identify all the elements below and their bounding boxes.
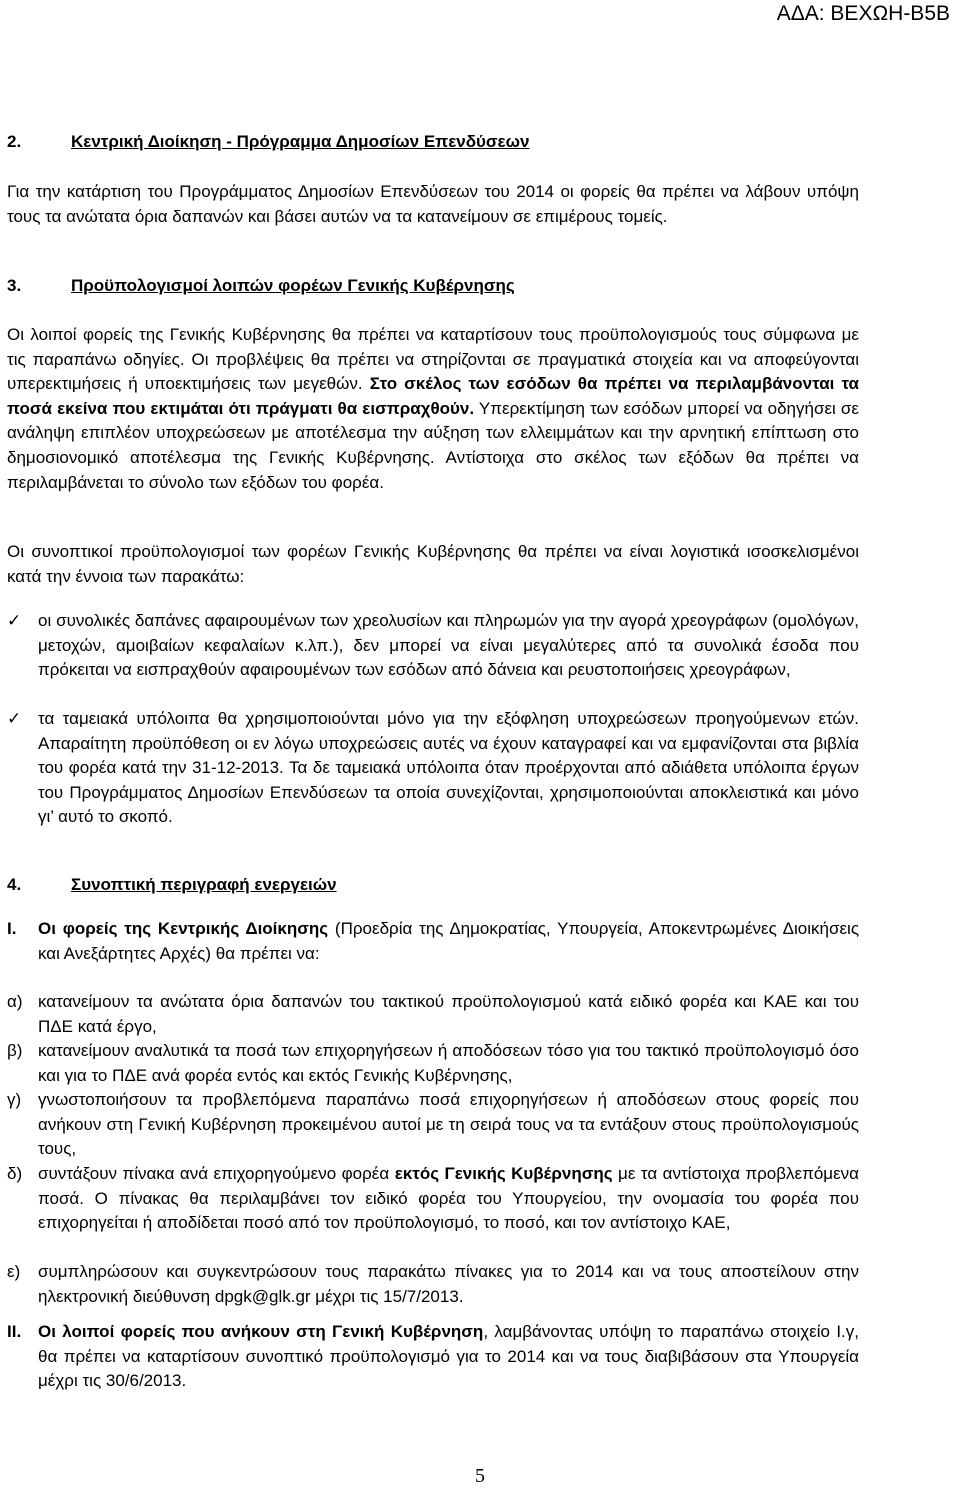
item-gamma-marker: γ) bbox=[7, 1090, 22, 1109]
item-delta-text bbox=[38, 1162, 859, 1236]
check-item-2 bbox=[7, 707, 859, 830]
section-3-title: Προϋπολογισμοί λοιπών φορέων Γενικής Κυβέρνησης bbox=[71, 276, 515, 295]
item-II bbox=[7, 1320, 859, 1394]
p1-part-a: Οι λοιποί φορείς της Γενικής Κυβέρνησης θα πρέπει να καταρτίσουν τους προϋπολογισμούς τους σύμφωνα με τις παραπάνω οδηγίες. Οι προβλέψεις θα πρέπει να στηρίζονται σε πραγματικά στοιχεία και να αποφεύγονται υπερεκτιμήσεις ή υποεκτιμήσεις των μεγεθών. bbox=[7, 325, 859, 394]
item-gamma bbox=[7, 1088, 859, 1162]
section-3-paragraph-1 bbox=[7, 323, 859, 495]
item-II-text bbox=[38, 1320, 859, 1394]
item-beta-marker: β) bbox=[7, 1041, 23, 1060]
item-I-marker: I. bbox=[7, 919, 17, 938]
item-epsilon-marker: ε) bbox=[7, 1262, 21, 1281]
section-2-heading bbox=[7, 130, 859, 155]
p1-bold-part: Στο σκέλος των εσόδων θα πρέπει να περιλαμβάνονται τα ποσά εκείνα που εκτιμάται ότι πράγματι θα εισπραχθούν. bbox=[7, 374, 860, 418]
section-2-title: Κεντρική Διοίκηση - Πρόγραμμα Δημοσίων Επενδύσεων bbox=[71, 132, 530, 151]
item-alpha bbox=[7, 990, 859, 1039]
check-icon: ✓ bbox=[7, 709, 22, 728]
item-alpha-text: κατανείμουν τα ανώτατα όρια δαπανών του τακτικού προϋπολογισμού κατά ειδικό φορέα και ΚΑΕ και του ΠΔΕ κατά έργο, bbox=[38, 992, 859, 1036]
section-4-title: Συνοπτική περιγραφή ενεργειών bbox=[71, 875, 337, 894]
item-delta-part-b: με τα αντίστοιχα προβλεπόμενα ποσά. Ο πίνακας θα περιλαμβάνει τον ειδικό φορέα του Υπουργείου, την ονομασία του φορέα που επιχορηγείται ή αποδίδεται ποσό από τον προϋπολογισμό, το ποσό, και τον αντίστοιχο ΚΑΕ, bbox=[38, 1164, 860, 1233]
item-alpha-marker: α) bbox=[7, 992, 23, 1011]
section-2-number: 2. bbox=[7, 132, 22, 151]
section-4-heading bbox=[7, 873, 859, 898]
item-II-marker: II. bbox=[7, 1322, 22, 1341]
item-delta bbox=[7, 1162, 859, 1236]
section-2-paragraph: Για την κατάρτιση του Προγράμματος Δημοσίων Επενδύσεων του 2014 οι φορείς θα πρέπει να λάβουν υπόψη τους τα ανώτατα όρια δαπανών και βάσει αυτών να τα κατανείμουν σε επιμέρους τομείς. bbox=[7, 182, 859, 226]
item-delta-marker: δ) bbox=[7, 1164, 23, 1183]
item-beta bbox=[7, 1039, 859, 1088]
item-I-rest: (Προεδρία της Δημοκρατίας, Υπουργεία, Αποκεντρωμένες Διοικήσεις και Ανεξάρτητες Αρχές) θα πρέπει να: bbox=[38, 919, 860, 963]
check-item-1-text: οι συνολικές δαπάνες αφαιρουμένων των χρεολυσίων και πληρωμών για την αγορά χρεογράφων (ομολόγων, μετοχών, αμοιβαίων κεφαλαίων κ.λπ.), δεν μπορεί να είναι μεγαλύτερες από τα συνολικά έσοδα που πρόκειται να εισπραχθούν αφαιρουμένων των εσόδων από δάνεια και ρευστοποιήσεις χρεογράφων, bbox=[38, 611, 859, 680]
item-beta-text: κατανείμουν αναλυτικά τα ποσά των επιχορηγήσεων ή αποδόσεων τόσο για του τακτικό προϋπολογισμό όσο και για το ΠΔΕ ανά φορέα εντός και εκτός Γενικής Κυβέρνησης, bbox=[38, 1041, 859, 1085]
item-I-bold: Οι φορείς της Κεντρικής Διοίκησης bbox=[38, 919, 329, 938]
item-delta-bold: εκτός Γενικής Κυβέρνησης bbox=[394, 1164, 613, 1183]
p1-part-c: Υπερεκτίμηση των εσόδων μπορεί να οδηγήσει σε ανάληψη επιπλέον υποχρεώσεων με αποτέλεσμα την αύξηση των ελλειμμάτων και την αρνητική επίπτωση στο δημοσιονομικό αποτέλεσμα της Γενικής Κυβέρνησης. Αντίστοιχα στο σκέλος των εξόδων θα πρέπει να περιλαμβάνεται το σύνολο των εξόδων του φορέα. bbox=[7, 398, 859, 492]
item-II-rest: , λαμβάνοντας υπόψη το παραπάνω στοιχείο I.γ, θα πρέπει να καταρτίσουν συνοπτικό προϋπολογισμό για το 2014 και να τους διαβιβάσουν στα Υπουργεία μέχρι τις 30/6/2013. bbox=[38, 1322, 859, 1391]
page-number: 5 bbox=[475, 1465, 485, 1487]
item-II-bold: Οι λοιποί φορείς που ανήκουν στη Γενική Κυβέρνηση bbox=[38, 1322, 484, 1341]
item-I bbox=[7, 917, 859, 966]
section-3-heading bbox=[7, 274, 859, 299]
item-delta-part-a: συντάξουν πίνακα ανά επιχορηγούμενο φορέα bbox=[38, 1164, 395, 1183]
check-item-2-text: τα ταμειακά υπόλοιπα θα χρησιμοποιούνται μόνο για την εξόφληση υποχρεώσεων προηγούμενων ετών. Απαραίτητη προϋπόθεση οι εν λόγω υποχρεώσεις αυτές να έχουν καταγραφεί και να εμφανίζονται στα βιβλία του φορέα κατά την 31-12-2013. Τα δε ταμειακά υπόλοιπα όταν προέρχονται από αδιάθετα υπόλοιπα έργων του Προγράμματος Δημοσίων Επενδύσεων τα οποία συνεχίζονται, χρησιμοποιούνται αποκλειστικά και μόνο γι’ αυτό το σκοπό. bbox=[38, 709, 859, 827]
section-3-number: 3. bbox=[7, 276, 22, 295]
ada-code: ΑΔΑ: ΒΕΧΩΗ-Β5Β bbox=[776, 2, 950, 25]
item-epsilon bbox=[7, 1260, 859, 1309]
check-icon: ✓ bbox=[7, 611, 22, 630]
item-gamma-text: γνωστοποιήσουν τα προβλεπόμενα παραπάνω ποσά επιχορηγήσεων ή αποδόσεων στους φορείς που ανήκουν στη Γενική Κυβέρνηση προκειμένου αυτοί με τη σειρά τους να τα εντάξουν στους προϋπολογισμούς τους, bbox=[38, 1090, 859, 1159]
item-I-text bbox=[38, 917, 859, 966]
section-3-paragraph-2: Οι συνοπτικοί προϋπολογισμοί των φορέων Γενικής Κυβέρνησης θα πρέπει να είναι λογιστικά ισοσκελισμένοι κατά την έννοια των παρακάτω: bbox=[7, 542, 859, 586]
section-4-number: 4. bbox=[7, 875, 22, 894]
check-item-1 bbox=[7, 609, 859, 683]
item-epsilon-text: συμπληρώσουν και συγκεντρώσουν τους παρακάτω πίνακες για το 2014 και να τους αποστείλουν στην ηλεκτρονική διεύθυνση dpgk@glk.gr μέχρι τις 15/7/2013. bbox=[38, 1262, 859, 1306]
